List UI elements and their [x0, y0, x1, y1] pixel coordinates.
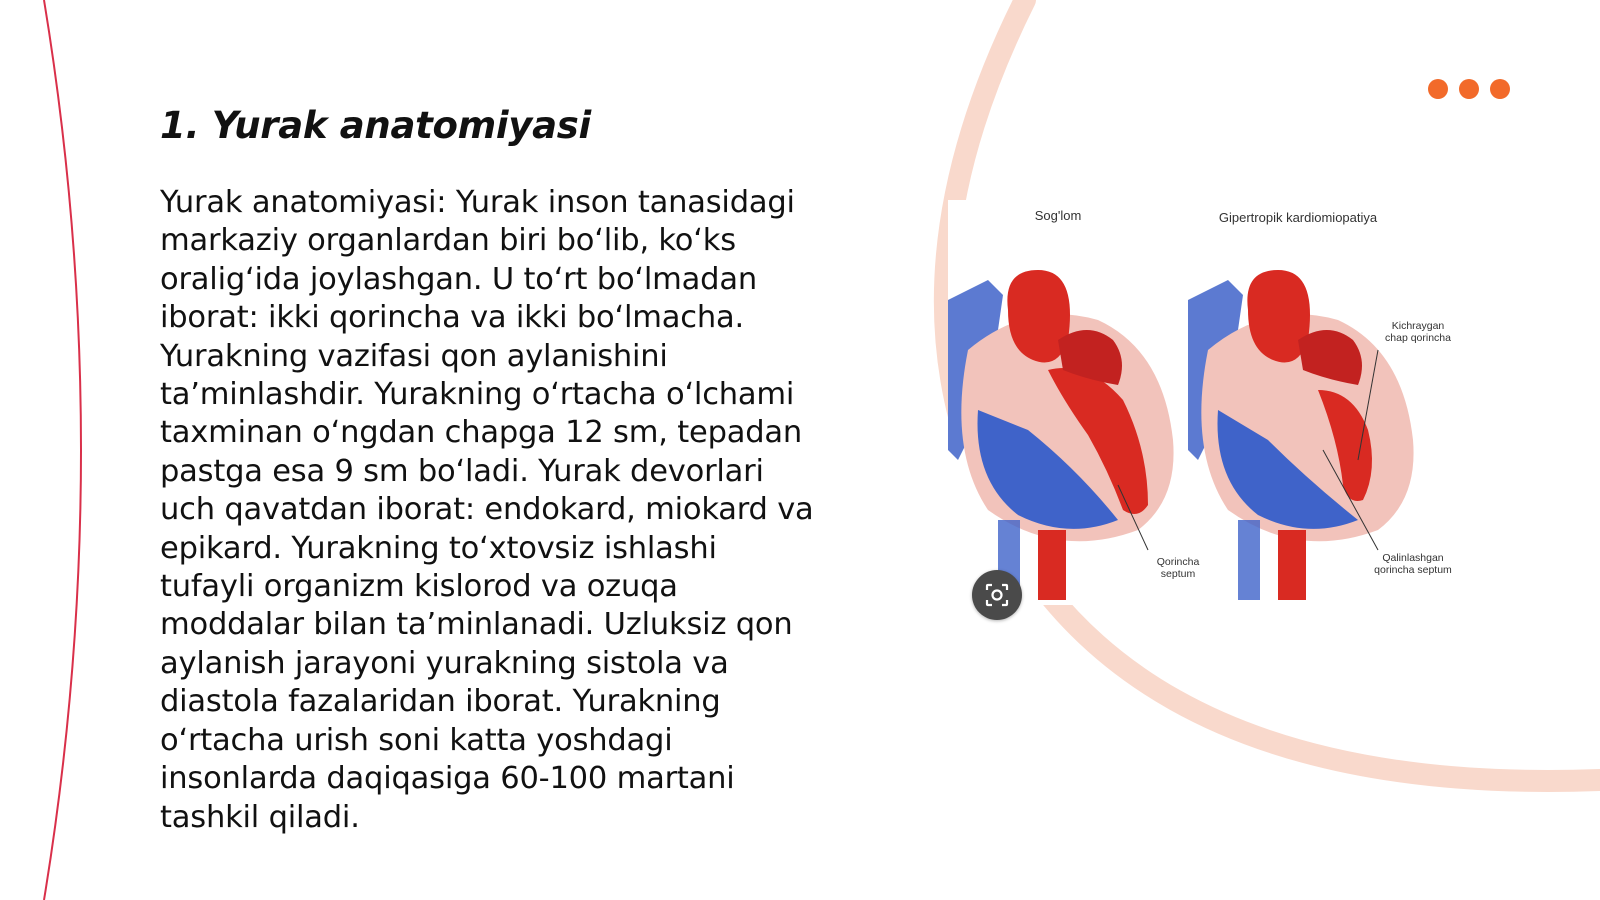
slide-body-text: Yurak anatomiyasi: Yurak inson tanasidagi markaziy organlardan biri bo‘lib, ko‘ks oralig‘ida joylashgan. U to‘rt bo‘lmadan iborat: ikki qorincha va ikki bo‘lmacha. Yurakning vazifasi qon aylanishini ta’minlashdir. Yurakning o‘rtacha o‘lchami taxminan o‘ngdan chapga 12 sm, tepadan pastga esa 9 sm bo‘ladi. Yurak devorlari uch qavatdan iborat: endokard, miokard va epikard. Yurakning to‘xtovsiz ishlashi tufayli organizm kislorod va ozuqa moddalar bilan ta’minlanadi. Uzluksiz qon aylanish jarayoni yurakning sistola va diastola fazalaridan iborat. Yurakning o‘rtacha urish soni katta yoshdagi insonlarda daqiqasiga 60-100 martani tashkil qiladi. [160, 185, 814, 835]
dot [1428, 79, 1448, 99]
slide-title: 1. Yurak anatomiyasi [160, 104, 591, 147]
healthy-heart [948, 270, 1174, 600]
label-septum: Qorincha septum [1156, 556, 1200, 580]
heart-illustration [948, 200, 1468, 605]
label-left-ventricle: Kichraygan chap qorincha [1385, 320, 1451, 344]
label-thick-septum: Qalinlashgan qorincha septum [1374, 552, 1452, 576]
label-healthy: Sog'lom [1034, 208, 1082, 223]
decorative-dots [1428, 79, 1510, 99]
lens-search-icon [984, 582, 1010, 608]
left-decorative-curve [0, 0, 120, 900]
dot [1459, 79, 1479, 99]
dot [1490, 79, 1510, 99]
lens-search-button[interactable] [972, 570, 1022, 620]
heart-diagram [948, 200, 1468, 605]
label-hcm: Gipertropik kardiomiopatiya [1218, 210, 1378, 225]
